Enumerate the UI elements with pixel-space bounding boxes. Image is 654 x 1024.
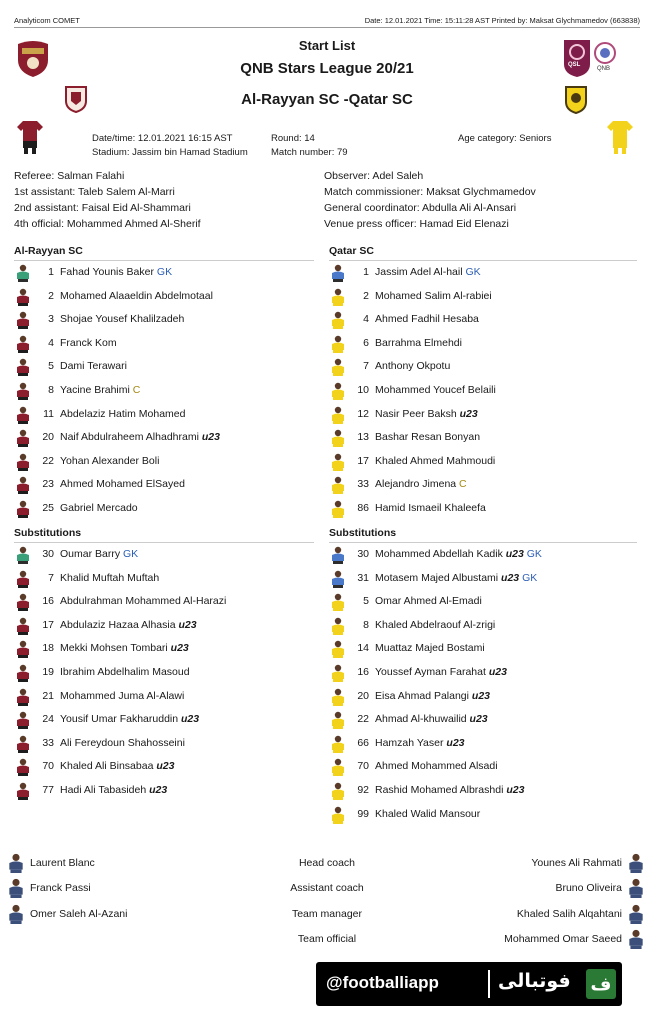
player-name: Yacine Brahimi bbox=[60, 383, 130, 396]
player-avatar-icon bbox=[14, 429, 32, 447]
player-avatar-icon bbox=[626, 904, 646, 924]
player-avatar-icon bbox=[329, 711, 347, 729]
observer: Observer: Adel Saleh bbox=[324, 170, 424, 182]
away-substitutions-heading: Substitutions bbox=[329, 527, 397, 539]
away-team-heading: Qatar SC bbox=[329, 245, 374, 257]
player-row bbox=[329, 543, 637, 567]
home-kit-icon bbox=[17, 119, 43, 155]
away-kit-icon bbox=[607, 119, 633, 155]
player-avatar-icon bbox=[329, 476, 347, 494]
player-avatar-icon bbox=[14, 758, 32, 776]
home-staff-name: Franck Passi bbox=[30, 882, 91, 894]
player-name: Mohamed Salim Al-rabiei bbox=[375, 289, 492, 302]
print-info: Date: 12.01.2021 Time: 15:11:28 AST Printed by: Maksat Glychmamedov (663838) bbox=[364, 16, 640, 25]
player-avatar-icon bbox=[329, 758, 347, 776]
player-row bbox=[14, 543, 314, 567]
player-name: Ibrahim Abdelhalim Masoud bbox=[60, 665, 190, 678]
home-starters-list bbox=[14, 261, 314, 521]
player-number: 7 bbox=[363, 360, 369, 373]
player-name: Rashid Mohamed Albrashdi bbox=[375, 783, 504, 796]
document-title: Start List bbox=[298, 38, 356, 53]
fourth-official: 4th official: Mohammed Ahmed Al-Sherif bbox=[14, 218, 201, 230]
player-number: 92 bbox=[357, 783, 369, 796]
player-row bbox=[329, 708, 637, 732]
first-assistant: 1st assistant: Taleb Salem Al-Marri bbox=[14, 186, 175, 198]
referee: Referee: Salman Falahi bbox=[14, 170, 125, 182]
player-row bbox=[329, 732, 637, 756]
player-row bbox=[14, 661, 314, 685]
player-avatar-icon bbox=[14, 500, 32, 518]
u23-tag: u23 bbox=[503, 783, 525, 796]
player-number: 99 bbox=[357, 807, 369, 820]
player-row bbox=[329, 261, 637, 285]
u23-tag: u23 bbox=[153, 760, 175, 773]
player-name: Khaled Ahmed Mahmoudi bbox=[375, 454, 496, 467]
player-name: Naif Abdulraheem Alhadhrami bbox=[60, 431, 199, 444]
officials-left bbox=[14, 168, 201, 232]
player-row bbox=[329, 355, 637, 379]
player-number: 33 bbox=[357, 478, 369, 491]
player-name: Abdulrahman Mohammed Al-Harazi bbox=[60, 595, 227, 608]
player-row bbox=[14, 567, 314, 591]
away-staff-name: Khaled Salih Alqahtani bbox=[516, 908, 622, 920]
player-number: 7 bbox=[48, 571, 54, 584]
player-name: Muattaz Majed Bostami bbox=[375, 642, 485, 655]
player-avatar-icon bbox=[329, 264, 347, 282]
player-number: 10 bbox=[357, 383, 369, 396]
match-info-left bbox=[92, 132, 248, 160]
player-avatar-icon bbox=[14, 593, 32, 611]
player-number: 13 bbox=[357, 431, 369, 444]
player-name: Eisa Ahmad Palangi bbox=[375, 689, 469, 702]
home-staff-name: Omer Saleh Al-Azani bbox=[30, 908, 128, 920]
player-number: 3 bbox=[48, 313, 54, 326]
player-row bbox=[329, 308, 637, 332]
player-number: 86 bbox=[357, 501, 369, 514]
player-name: Hamid Ismaeil Khaleefa bbox=[375, 501, 486, 514]
player-avatar-icon bbox=[329, 358, 347, 376]
player-name: Omar Ahmed Al-Emadi bbox=[375, 595, 482, 608]
player-name: Dami Terawari bbox=[60, 360, 127, 373]
player-number: 4 bbox=[363, 313, 369, 326]
player-row bbox=[329, 779, 637, 803]
player-number: 70 bbox=[357, 760, 369, 773]
player-name: Khaled Abdelraouf Al-zrigi bbox=[375, 618, 496, 631]
player-name: Ahmed Mohamed ElSayed bbox=[60, 478, 185, 491]
player-number: 16 bbox=[357, 665, 369, 678]
player-row bbox=[14, 285, 314, 309]
player-name: Yohan Alexander Boli bbox=[60, 454, 160, 467]
player-name: Khalid Muftah Muftah bbox=[60, 571, 160, 584]
player-row bbox=[329, 803, 637, 827]
player-name: Abdelaziz Hatim Mohamed bbox=[60, 407, 186, 420]
player-row bbox=[329, 590, 637, 614]
player-name: Nasir Peer Baksh bbox=[375, 407, 457, 420]
u23-tag: u23 bbox=[198, 431, 220, 444]
player-row bbox=[329, 403, 637, 427]
player-number: 23 bbox=[42, 478, 54, 491]
player-row bbox=[329, 685, 637, 709]
player-avatar-icon bbox=[329, 500, 347, 518]
staff-role: Team official bbox=[297, 933, 357, 945]
player-number: 1 bbox=[363, 266, 369, 278]
qnb-text: QNB bbox=[597, 66, 611, 72]
player-avatar-icon bbox=[14, 664, 32, 682]
player-avatar-icon bbox=[14, 453, 32, 471]
player-avatar-icon bbox=[626, 878, 646, 898]
player-avatar-icon bbox=[329, 617, 347, 635]
player-row bbox=[329, 332, 637, 356]
match-stadium: Stadium: Jassim bin Hamad Stadium bbox=[92, 147, 248, 158]
player-row bbox=[329, 450, 637, 474]
player-avatar-icon bbox=[14, 358, 32, 376]
player-avatar-icon bbox=[14, 546, 32, 564]
player-name: Franck Kom bbox=[60, 336, 117, 349]
qatar-sc-crest-icon bbox=[562, 84, 590, 114]
player-avatar-icon bbox=[329, 782, 347, 800]
player-avatar-icon bbox=[329, 735, 347, 753]
player-avatar-icon bbox=[14, 476, 32, 494]
player-row bbox=[14, 779, 314, 803]
player-row bbox=[329, 661, 637, 685]
player-avatar-icon bbox=[329, 406, 347, 424]
u23-tag: u23 bbox=[146, 783, 168, 796]
goalkeeper-tag: GK bbox=[462, 266, 481, 278]
away-staff-name: Younes Ali Rahmati bbox=[531, 857, 622, 869]
player-number: 8 bbox=[363, 618, 369, 631]
player-number: 2 bbox=[363, 289, 369, 302]
player-number: 2 bbox=[48, 289, 54, 302]
player-avatar-icon bbox=[14, 735, 32, 753]
captain-tag: C bbox=[456, 478, 467, 491]
player-name: Fahad Younis Baker bbox=[60, 266, 154, 278]
player-number: 20 bbox=[42, 431, 54, 444]
staff-role: Team manager bbox=[291, 908, 363, 920]
footballi-banner bbox=[316, 962, 622, 1006]
player-number: 19 bbox=[42, 665, 54, 678]
player-name: Oumar Barry bbox=[60, 548, 121, 560]
staff-role: Head coach bbox=[298, 857, 356, 869]
u23-tag: u23 bbox=[456, 407, 478, 420]
away-staff-name: Mohammed Omar Saeed bbox=[504, 933, 622, 945]
goalkeeper-tag: GK bbox=[523, 548, 542, 560]
player-row bbox=[14, 497, 314, 521]
away-starters-list bbox=[329, 261, 637, 521]
player-avatar-icon bbox=[14, 640, 32, 658]
player-number: 17 bbox=[42, 618, 54, 631]
player-row bbox=[14, 708, 314, 732]
match-number: Match number: 79 bbox=[271, 147, 348, 158]
player-name: Yousif Umar Fakharuddin bbox=[60, 713, 179, 726]
player-name: Khaled Ali Binsabaa bbox=[60, 760, 154, 773]
player-number: 31 bbox=[357, 571, 369, 584]
player-row bbox=[14, 590, 314, 614]
match-datetime: Date/time: 12.01.2021 16:15 AST bbox=[92, 133, 233, 144]
player-number: 25 bbox=[42, 501, 54, 514]
home-team-heading: Al-Rayyan SC bbox=[14, 245, 83, 257]
player-name: Abdulaziz Hazaa Alhasia bbox=[60, 618, 176, 631]
player-name: Mohammed Juma Al-Alawi bbox=[60, 689, 185, 702]
player-number: 1 bbox=[48, 266, 54, 278]
player-row bbox=[329, 755, 637, 779]
player-avatar-icon bbox=[14, 711, 32, 729]
player-number: 21 bbox=[42, 689, 54, 702]
player-number: 12 bbox=[357, 407, 369, 420]
player-number: 5 bbox=[363, 595, 369, 608]
player-row bbox=[14, 426, 314, 450]
player-name: Alejandro Jimena bbox=[375, 478, 457, 491]
u23-tag: u23 bbox=[468, 689, 490, 702]
goalkeeper-tag: GK bbox=[120, 548, 139, 560]
player-name: Ahmad Al-khuwailid bbox=[375, 713, 467, 726]
player-name: Mohammed Youcef Belaili bbox=[375, 383, 496, 396]
second-assistant: 2nd assistant: Faisal Eid Al-Shammari bbox=[14, 202, 191, 214]
player-avatar-icon bbox=[329, 453, 347, 471]
player-name: Shojae Yousef Khalilzadeh bbox=[60, 313, 185, 326]
u23-tag: u23 bbox=[502, 548, 524, 560]
player-row bbox=[14, 473, 314, 497]
player-avatar-icon bbox=[329, 288, 347, 306]
player-row bbox=[329, 637, 637, 661]
match-title: Al-Rayyan SC -Qatar SC bbox=[241, 91, 413, 108]
u23-tag: u23 bbox=[466, 713, 488, 726]
player-avatar-icon bbox=[329, 546, 347, 564]
player-row bbox=[14, 261, 314, 285]
u23-tag: u23 bbox=[167, 642, 189, 655]
player-name: Barrahma Elmehdi bbox=[375, 336, 462, 349]
player-number: 33 bbox=[42, 736, 54, 749]
player-number: 8 bbox=[48, 383, 54, 396]
player-row bbox=[329, 426, 637, 450]
player-name: Jassim Adel Al-hail bbox=[375, 266, 463, 278]
player-name: Bashar Resan Bonyan bbox=[375, 431, 481, 444]
player-avatar-icon bbox=[14, 782, 32, 800]
player-row bbox=[329, 567, 637, 591]
player-avatar-icon bbox=[14, 617, 32, 635]
player-avatar-icon bbox=[329, 593, 347, 611]
general-coordinator: General coordinator: Abdulla Ali Al-Ansari bbox=[324, 202, 517, 214]
player-row bbox=[329, 473, 637, 497]
player-avatar-icon bbox=[329, 688, 347, 706]
player-avatar-icon bbox=[14, 264, 32, 282]
match-round: Round: 14 bbox=[271, 133, 315, 144]
player-avatar-icon bbox=[14, 570, 32, 588]
player-number: 20 bbox=[357, 689, 369, 702]
player-name: Mohamed Alaaeldin Abdelmotaal bbox=[60, 289, 213, 302]
player-number: 16 bbox=[42, 595, 54, 608]
player-avatar-icon bbox=[329, 429, 347, 447]
player-name: Motasem Majed Albustami bbox=[375, 571, 499, 584]
player-name: Mohammed Abdellah Kadik bbox=[375, 548, 503, 560]
home-staff-name: Laurent Blanc bbox=[30, 857, 95, 869]
banner-handle: @footballiapp bbox=[326, 973, 439, 992]
player-number: 30 bbox=[357, 548, 369, 560]
player-avatar-icon bbox=[14, 311, 32, 329]
player-row bbox=[14, 450, 314, 474]
staff-row bbox=[0, 876, 654, 901]
u23-tag: u23 bbox=[485, 665, 507, 678]
player-avatar-icon bbox=[329, 382, 347, 400]
player-number: 30 bbox=[42, 548, 54, 560]
player-number: 24 bbox=[42, 713, 54, 726]
player-number: 22 bbox=[42, 454, 54, 467]
player-avatar-icon bbox=[14, 288, 32, 306]
player-row bbox=[14, 332, 314, 356]
player-row bbox=[329, 379, 637, 403]
player-avatar-icon bbox=[14, 406, 32, 424]
player-number: 17 bbox=[357, 454, 369, 467]
away-staff-name: Bruno Oliveira bbox=[555, 882, 622, 894]
player-avatar-icon bbox=[329, 335, 347, 353]
u23-tag: u23 bbox=[178, 713, 200, 726]
player-row bbox=[329, 497, 637, 521]
player-avatar-icon bbox=[329, 640, 347, 658]
player-name: Hamzah Yaser bbox=[375, 736, 444, 749]
banner-brand: فوتبالی bbox=[498, 971, 571, 992]
player-name: Youssef Ayman Farahat bbox=[375, 665, 486, 678]
away-subs-list bbox=[329, 543, 637, 826]
footballi-logo-icon: ف bbox=[586, 969, 616, 999]
player-number: 22 bbox=[357, 713, 369, 726]
age-category: Age category: Seniors bbox=[458, 133, 552, 144]
player-name: Khaled Walid Mansour bbox=[375, 807, 481, 820]
player-row bbox=[14, 732, 314, 756]
player-avatar-icon bbox=[14, 335, 32, 353]
player-number: 66 bbox=[357, 736, 369, 749]
player-row bbox=[14, 308, 314, 332]
player-row bbox=[14, 685, 314, 709]
player-number: 70 bbox=[42, 760, 54, 773]
player-avatar-icon bbox=[329, 570, 347, 588]
player-avatar-icon bbox=[14, 688, 32, 706]
player-number: 4 bbox=[48, 336, 54, 349]
player-number: 5 bbox=[48, 360, 54, 373]
player-name: Ahmed Mohammed Alsadi bbox=[375, 760, 498, 773]
player-row bbox=[329, 614, 637, 638]
player-avatar-icon bbox=[329, 311, 347, 329]
player-name: Ahmed Fadhil Hesaba bbox=[375, 313, 479, 326]
player-number: 18 bbox=[42, 642, 54, 655]
u23-tag: u23 bbox=[175, 618, 197, 631]
player-name: Gabriel Mercado bbox=[60, 501, 138, 514]
player-name: Ali Fereydoun Shahosseini bbox=[60, 736, 185, 749]
u23-tag: u23 bbox=[443, 736, 465, 749]
player-number: 77 bbox=[42, 783, 54, 796]
staff-role: Assistant coach bbox=[290, 882, 364, 894]
player-row bbox=[14, 614, 314, 638]
player-name: Hadi Ali Tabasideh bbox=[60, 783, 147, 796]
staff-row bbox=[0, 902, 654, 927]
banner-separator bbox=[488, 970, 490, 998]
player-avatar-icon bbox=[329, 806, 347, 824]
print-header bbox=[14, 14, 640, 28]
player-row bbox=[14, 637, 314, 661]
staff-row bbox=[0, 927, 654, 952]
home-substitutions-heading: Substitutions bbox=[14, 527, 82, 539]
player-number: 6 bbox=[363, 336, 369, 349]
player-avatar-icon bbox=[626, 929, 646, 949]
captain-tag: C bbox=[129, 383, 141, 396]
venue-press-officer: Venue press officer: Hamad Eid Elenazi bbox=[324, 218, 509, 230]
player-row bbox=[329, 285, 637, 309]
player-row bbox=[14, 355, 314, 379]
qsl-text: QSL bbox=[568, 62, 581, 68]
system-name: Analyticom COMET bbox=[14, 16, 80, 25]
player-name: Mekki Mohsen Tombari bbox=[60, 642, 168, 655]
match-info-right bbox=[458, 132, 551, 146]
match-info-center bbox=[271, 132, 348, 160]
player-number: 14 bbox=[357, 642, 369, 655]
player-name: Anthony Okpotu bbox=[375, 360, 451, 373]
officials-right bbox=[324, 168, 536, 232]
staff-row bbox=[0, 851, 654, 876]
goalkeeper-tag: GK bbox=[154, 266, 173, 278]
goalkeeper-tag: GK bbox=[519, 571, 538, 584]
al-rayyan-crest-icon bbox=[62, 83, 90, 113]
player-row bbox=[14, 379, 314, 403]
player-avatar-icon bbox=[626, 853, 646, 873]
match-commissioner: Match commissioner: Maksat Glychmamedov bbox=[324, 186, 536, 198]
player-avatar-icon bbox=[329, 664, 347, 682]
home-subs-list bbox=[14, 543, 314, 803]
player-row bbox=[14, 403, 314, 427]
player-avatar-icon bbox=[14, 382, 32, 400]
player-row bbox=[14, 755, 314, 779]
u23-tag: u23 bbox=[498, 571, 520, 584]
player-number: 11 bbox=[43, 407, 54, 420]
league-title: QNB Stars League 20/21 bbox=[240, 60, 414, 77]
